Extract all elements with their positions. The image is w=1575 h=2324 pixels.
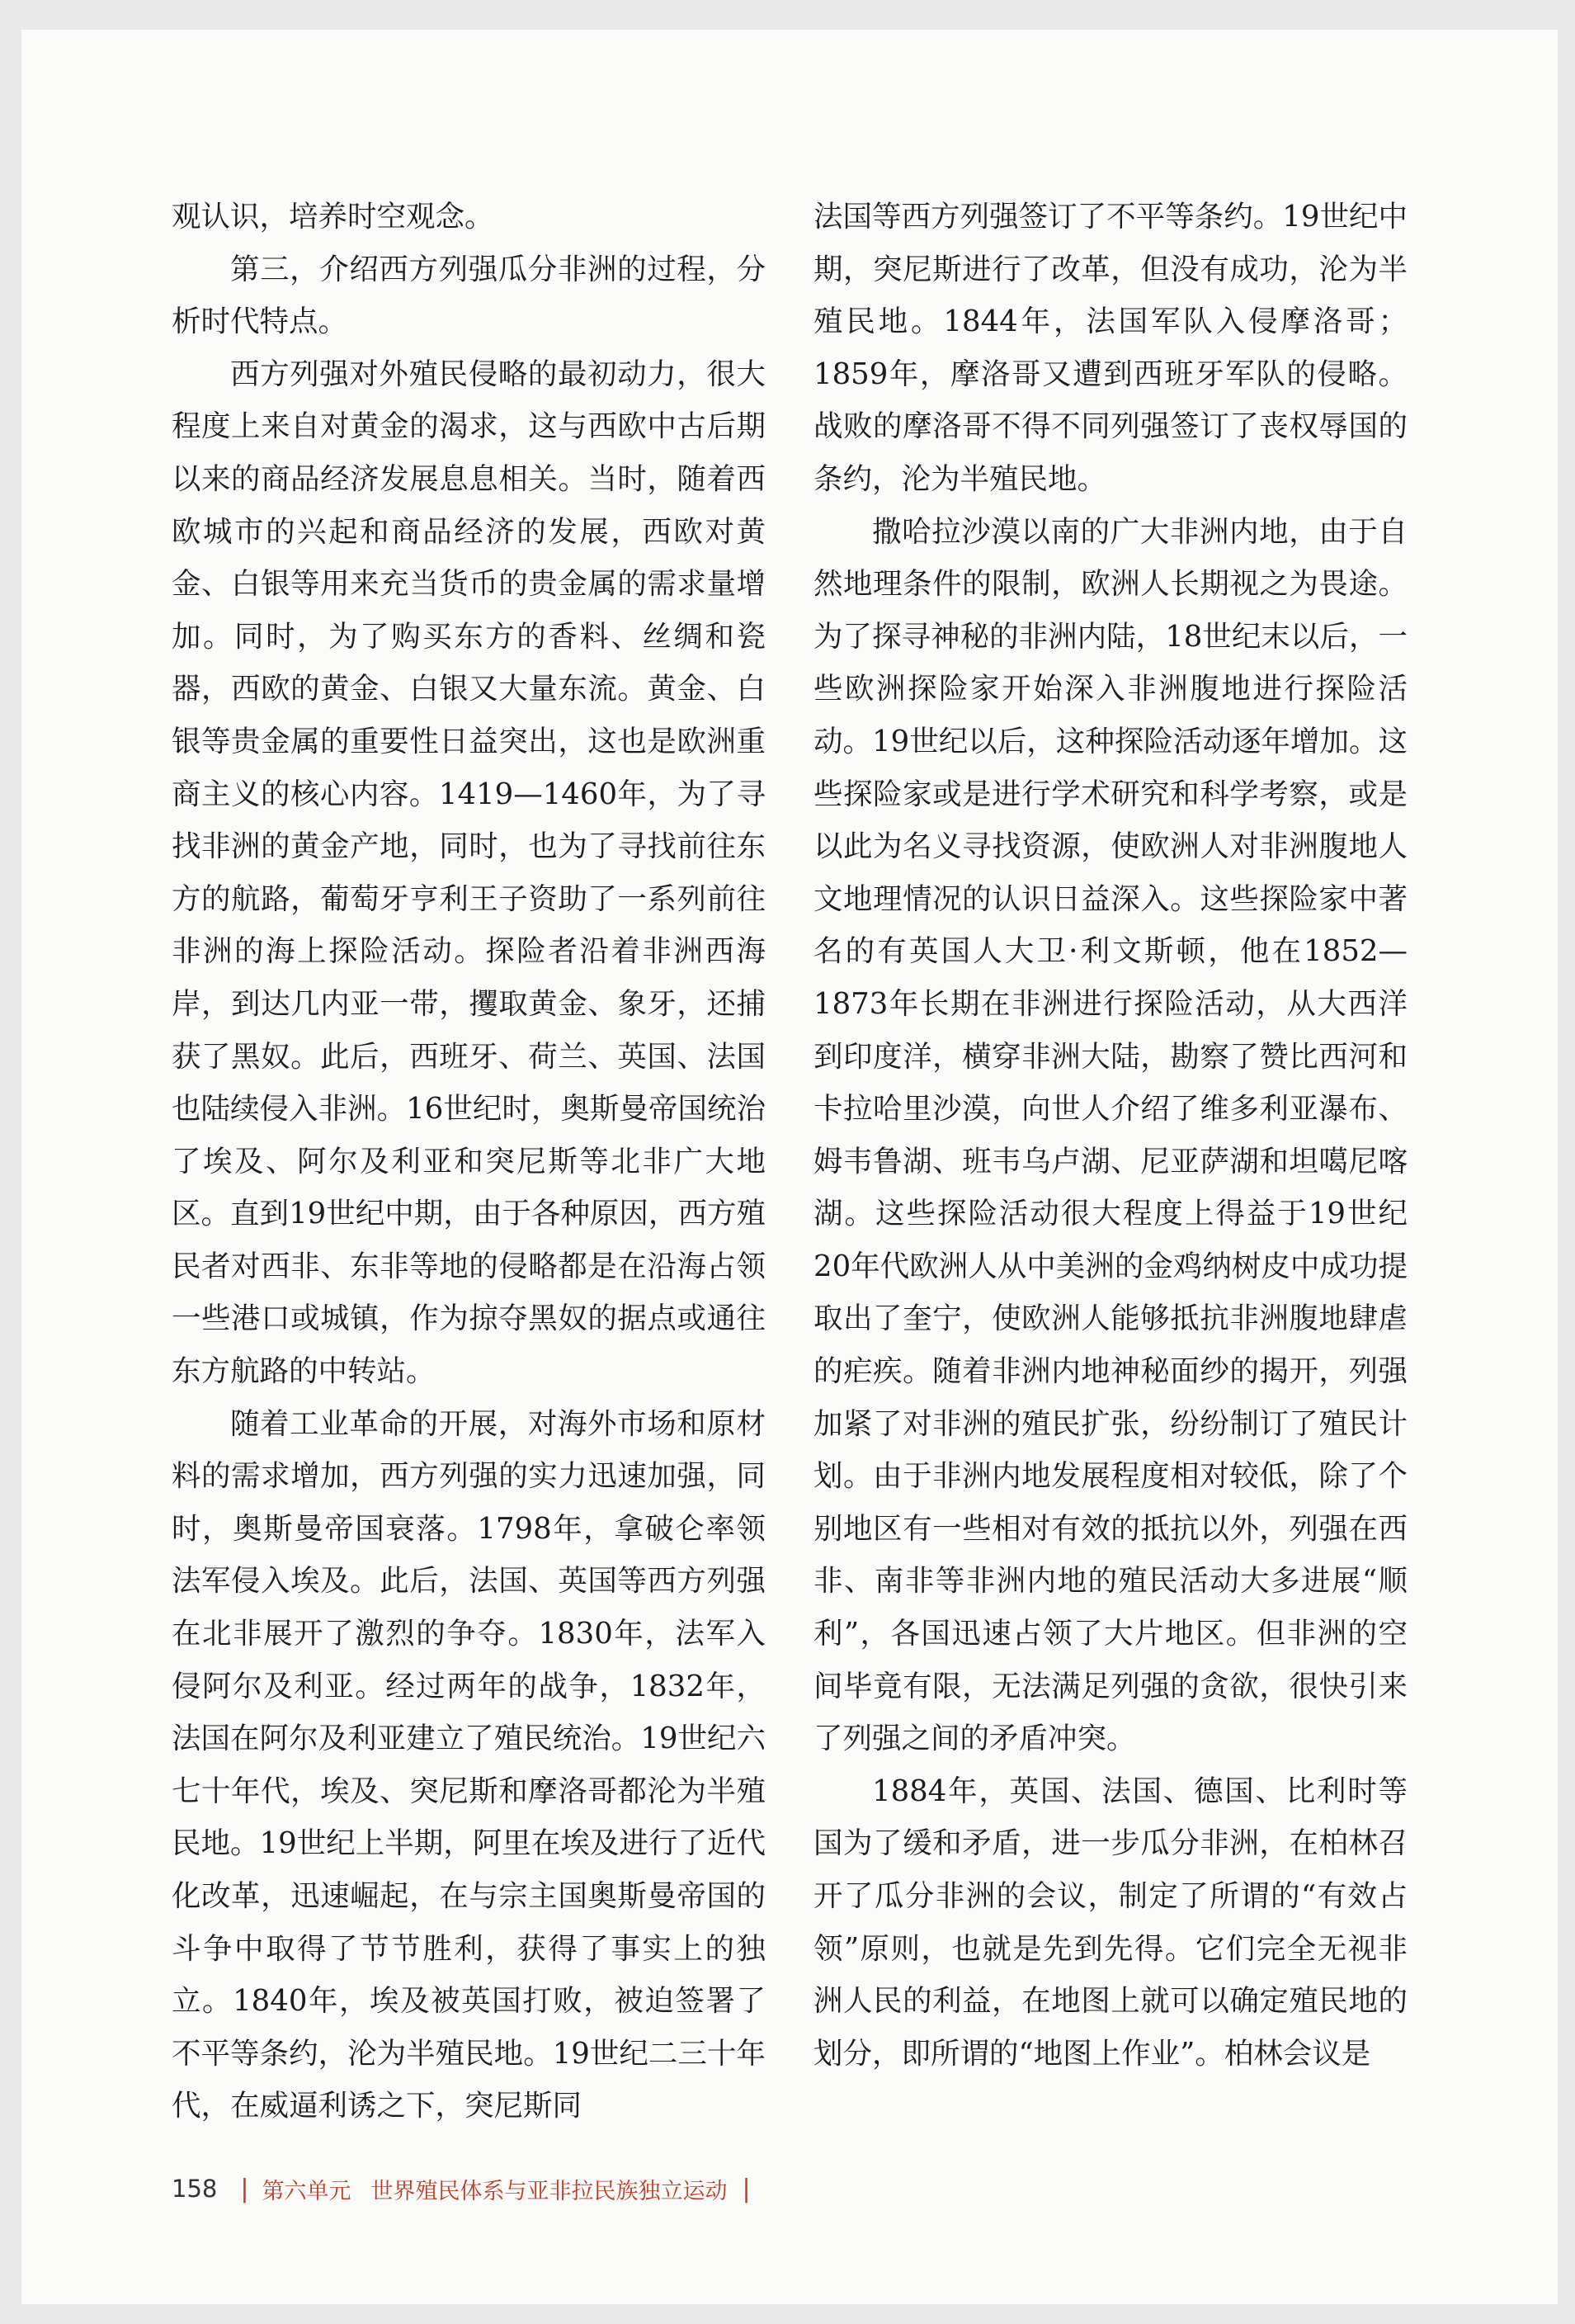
paragraph-berlin-conference: 1884年，英国、法国、德国、比利时等国为了缓和矛盾，进一步瓜分非洲，在柏林召开了瓜分非洲的会议，制定了所谓的“有效占领”原则，也就是先到先得。它们完全无视非洲人民的利益，在地图上就可以确定殖民地的划分，即所谓的“地图上作业”。柏林会议是 [813, 1774, 1408, 2071]
paragraph-continued-right: 法国等西方列强签订了不平等条约。19世纪中期，突尼斯进行了改革，但没有成功，沦为半殖民地。1844年，法国军队入侵摩洛哥；1859年，摩洛哥又遭到西班牙军队的侵略。战败的摩洛哥不得不同列强签订了丧权辱国的条约，沦为半殖民地。 [813, 200, 1408, 496]
paragraph-sub-saharan-exploration: 撒哈拉沙漠以南的广大非洲内地，由于自然地理条件的限制，欧洲人长期视之为畏途。为了探寻神秘的非洲内陆，18世纪末以后，一些欧洲探险家开始深入非洲腹地进行探险活动。19世纪以后，这种探险活动逐年增加。这些探险家或是进行学术研究和科学考察，或是以此为名义寻找资源，使欧洲人对非洲腹地人文地理情况的认识日益深入。这些探险家中著名的有英国人大卫·利文斯顿，他在1852—1873年长期在非洲进行探险活动，从大西洋到印度洋，横穿非洲大陆，勘察了赞比西河和卡拉哈里沙漠，向世人介绍了维多利亚瀑布、姆韦鲁湖、班韦乌卢湖、尼亚萨湖和坦噶尼喀湖。这些探险活动很大程度上得益于19世纪20年代欧洲人从中美洲的金鸡纳树皮中成功提取出了奎宁，使欧洲人能够抵抗非洲腹地肆虐的疟疾。随着非洲内地神秘面纱的揭开，列强加紧了对非洲的殖民扩张，纷纷制订了殖民计划。由于非洲内地发展程度相对较低，除了个别地区有一些相对有效的抵抗以外，列强在西非、南非等非洲内地的殖民活动大多进展“顺利”，各国迅速占领了大片地区。但非洲的空间毕竟有限，无法满足列强的贪欲，很快引来了列强之间的矛盾冲突。 [813, 514, 1408, 1756]
unit-title: 世界殖民体系与亚非拉民族独立运动 [370, 2178, 728, 2204]
paragraph-point-three: 第三，介绍西方列强瓜分非洲的过程，分析时代特点。 [172, 252, 766, 339]
footer-divider-left: | [240, 2174, 249, 2204]
unit-label: 第六单元 [262, 2178, 351, 2204]
page-footer [172, 2172, 751, 2205]
footer-divider-right: | [742, 2174, 751, 2204]
left-text-column [172, 191, 766, 2133]
right-text-column [813, 191, 1408, 2080]
page-number: 158 [172, 2175, 218, 2203]
paragraph-continued: 观认识，培养时空观念。 [172, 200, 494, 234]
book-page [21, 30, 1558, 2304]
paragraph-gold-motivation: 西方列强对外殖民侵略的最初动力，很大程度上来自对黄金的渴求，这与西欧中古后期以来的商品经济发展息息相关。当时，随着西欧城市的兴起和商品经济的发展，西欧对黄金、白银等用来充当货币的贵金属的需求量增加。同时，为了购买东方的香料、丝绸和瓷器，西欧的黄金、白银又大量东流。黄金、白银等贵金属的重要性日益突出，这也是欧洲重商主义的核心内容。1419—1460年，为了寻找非洲的黄金产地，同时，也为了寻找前往东方的航路，葡萄牙亨利王子资助了一系列前往非洲的海上探险活动。探险者沿着非洲西海岸，到达几内亚一带，攫取黄金、象牙，还捕获了黑奴。此后，西班牙、荷兰、英国、法国也陆续侵入非洲。16世纪时，奥斯曼帝国统治了埃及、阿尔及利亚和突尼斯等北非广大地区。直到19世纪中期，由于各种原因，西方殖民者对西非、东非等地的侵略都是在沿海占领一些港口或城镇，作为掠夺黑奴的据点或通往东方航路的中转站。 [172, 357, 766, 1389]
paragraph-industrial-revolution: 随着工业革命的开展，对海外市场和原材料的需求增加，西方列强的实力迅速加强，同时，奥斯曼帝国衰落。1798年，拿破仑率领法军侵入埃及。此后，法国、英国等西方列强在北非展开了激烈的争夺。1830年，法军入侵阿尔及利亚。经过两年的战争，1832年，法国在阿尔及利亚建立了殖民统治。19世纪六七十年代，埃及、突尼斯和摩洛哥都沦为半殖民地。19世纪上半期，阿里在埃及进行了近代化改革，迅速崛起，在与宗主国奥斯曼帝国的斗争中取得了节节胜利，获得了事实上的独立。1840年，埃及被英国打败，被迫签署了不平等条约，沦为半殖民地。19世纪二三十年代，在威逼利诱之下，突尼斯同 [172, 1406, 766, 2123]
